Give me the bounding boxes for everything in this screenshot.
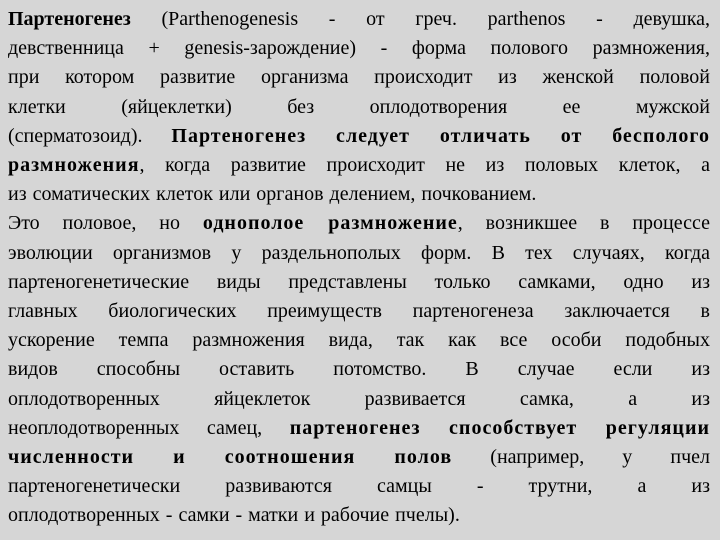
paragraph-unisexual-reproduction [8,209,710,530]
text-line: девственница + genesis-зарождение) - форма полового размножения, [8,37,710,60]
text-span: (например, у пчел [452,446,710,469]
text-line [8,443,710,472]
bold-phrase: Партеногенез следует отличать от бесполого [171,124,710,147]
term-parthenogenesis: Партеногенез [8,8,131,30]
bold-phrase: размножения [8,154,140,177]
text-line: партеногенетически развиваются самцы - трутни, а из [8,475,710,498]
text-line [8,5,710,34]
text-line: оплодотворенных - самки - матки и рабочие пчелы). [8,504,460,527]
text-line [8,414,710,443]
text-line [8,151,710,180]
text-span: , возникшее в процессе [457,212,710,235]
text-span: Это половое, но [8,212,203,235]
paragraph-parthenogenesis-definition [8,5,710,209]
text-span: , когда развитие происходит не из половых клеток, а [139,154,710,177]
text-line: ускорение темпа размножения вида, так как все особи подобных [8,329,710,352]
text-span: (Parthenogenesis - от греч. parthenos - девушка, [130,8,710,30]
text-line: оплодотворенных яйцеклеток развивается самка, а из [8,387,710,410]
text-line: главных биологических преимуществ партеногенеза заключается в [8,300,710,323]
text-line: эволюции организмов у раздельнополых форм. В тех случаях, когда [8,241,710,264]
bold-phrase: численности и соотношения полов [8,446,453,469]
text-line [8,209,710,238]
bold-phrase: партеногенез способствует регуляции [289,416,710,439]
bold-phrase: однополое размножение [202,212,458,235]
text-line: из соматических клеток или органов делением, почкованием. [8,183,537,206]
text-line: клетки (яйцеклетки) без оплодотворения ее мужской [8,95,710,118]
text-line: партеногенетические виды представлены только самками, одно из [8,270,710,293]
text-span: неоплодотворенных самец, [8,416,290,439]
text-line: видов способны оставить потомство. В случае если из [8,358,710,381]
text-line: при котором развитие организма происходит из женской половой [8,66,710,89]
text-span: (сперматозоид). [8,124,172,147]
text-line [8,122,710,151]
